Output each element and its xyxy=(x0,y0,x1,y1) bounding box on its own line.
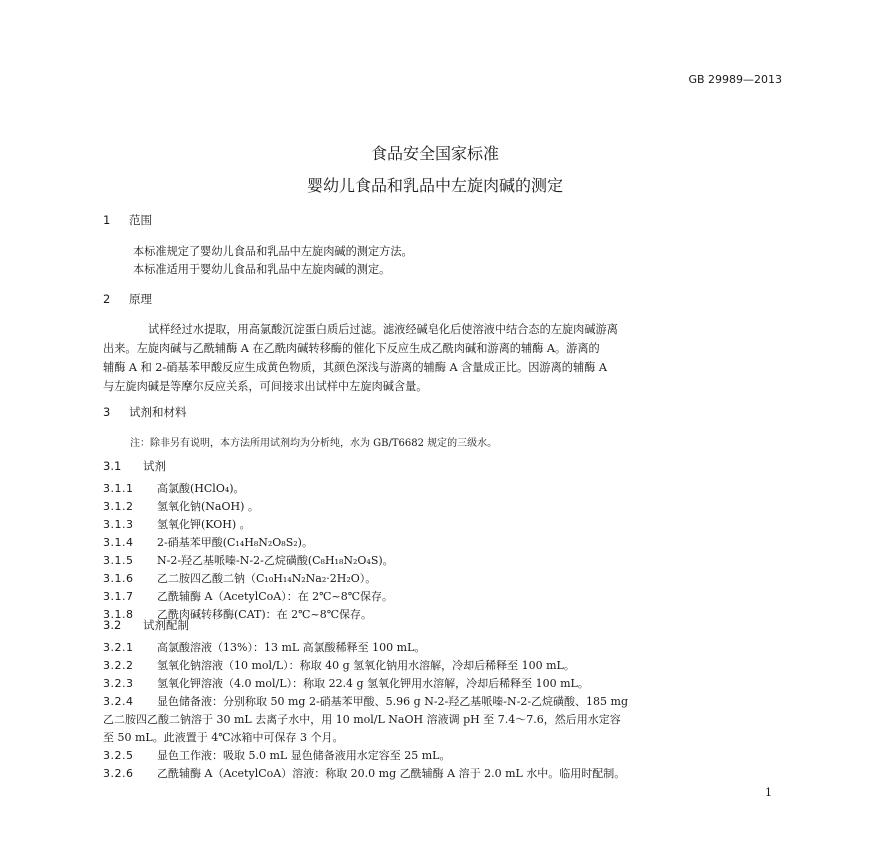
document-title-line1: 食品安全国家标准 xyxy=(370,144,499,163)
item-number: 3.1.3 xyxy=(103,518,134,531)
subsection-number: 3.1 xyxy=(103,459,122,473)
document-title-line2: 婴幼儿食品和乳品中左旋肉碱的测定 xyxy=(306,176,563,195)
item-number: 3.1.8 xyxy=(103,608,134,621)
reagent-item xyxy=(103,480,245,496)
item-text: 乙二胺四乙酸二钠（C₁₀H₁₄N₂Na₂·2H₂O）。 xyxy=(157,572,377,585)
section-number: 1 xyxy=(103,213,111,227)
preparation-item xyxy=(103,747,450,763)
principle-line-4: 与左旋肉碱是等摩尔反应关系，可间接求出试样中左旋肉碱含量。 xyxy=(103,380,428,393)
item-number: 3.2.6 xyxy=(103,767,134,780)
reagent-item xyxy=(103,516,251,532)
item-text: N-2-羟乙基哌嗪-N-2-乙烷磺酸(C₈H₁₈N₂O₄S)。 xyxy=(157,554,394,567)
item-text: 2-硝基苯甲酸(C₁₄H₈N₂O₈S₂)。 xyxy=(157,536,313,549)
item-number: 3.2.5 xyxy=(103,749,134,762)
section-heading-scope xyxy=(103,212,152,228)
item-text: 氢氧化钾溶液（4.0 mol/L）：称取 22.4 g 氢氧化钾用水溶解，冷却后稀释至 100 mL。 xyxy=(157,677,589,690)
reagent-item xyxy=(103,552,394,568)
section-number: 2 xyxy=(103,292,111,306)
reagent-item xyxy=(103,498,259,514)
section-title: 试剂和材料 xyxy=(129,405,187,419)
item-text: 氢氧化钠(NaOH) 。 xyxy=(157,500,259,513)
preparation-item xyxy=(103,675,589,691)
item-text: 氢氧化钾(KOH) 。 xyxy=(157,518,251,531)
item-number: 3.1.4 xyxy=(103,536,134,549)
item-number: 3.2.1 xyxy=(103,641,134,654)
section-title: 范围 xyxy=(129,213,152,227)
principle-line-3: 辅酶 A 和 2-硝基苯甲酸反应生成黄色物质，其颜色深浅与游离的辅酶 A 含量成正比。因游离的辅酶 A xyxy=(103,361,607,374)
preparation-item xyxy=(103,693,628,709)
scope-paragraph-1: 本标准规定了婴幼儿食品和乳品中左旋肉碱的测定方法。 xyxy=(133,245,413,258)
item-text: 高氯酸(HClO₄)。 xyxy=(157,482,245,495)
item-number: 3.1.1 xyxy=(103,482,134,495)
note: 注：除非另有说明，本方法所用试剂均为分析纯，水为 GB/T6682 规定的三级水。 xyxy=(130,438,498,449)
item-number: 3.2.4 xyxy=(103,695,134,708)
item-text: 乙酰辅酶 A（AcetylCoA）溶液：称取 20.0 mg 乙酰辅酶 A 溶于 2.0 mL 水中。临用时配制。 xyxy=(157,767,626,780)
item-text: 氢氧化钠溶液（10 mol/L）：称取 40 g 氢氧化钠用水溶解，冷却后稀释至 100 mL。 xyxy=(157,659,575,672)
item-number: 3.1.6 xyxy=(103,572,134,585)
item-number: 3.2.3 xyxy=(103,677,134,690)
subsection-number: 3.2 xyxy=(103,618,122,632)
section-number: 3 xyxy=(103,405,111,419)
subsection-title: 试剂配制 xyxy=(143,618,189,632)
reagent-item xyxy=(103,570,376,586)
item-text: 乙酰辅酶 A（AcetylCoA）：在 2℃~8℃保存。 xyxy=(157,590,394,603)
item-number: 3.2.2 xyxy=(103,659,134,672)
standard-code: GB 29989—2013 xyxy=(688,73,782,86)
subsection-heading-preparation xyxy=(103,617,189,633)
preparation-item xyxy=(103,657,575,673)
item-text: 乙酰肉碱转移酶(CAT)：在 2℃~8℃保存。 xyxy=(157,608,372,621)
page-number: 1 xyxy=(765,786,772,799)
preparation-item xyxy=(103,765,625,781)
reagent-item xyxy=(103,588,393,604)
reagent-item xyxy=(103,534,313,550)
item-number: 3.1.7 xyxy=(103,590,134,603)
principle-line-2: 出来。左旋肉碱与乙酰辅酶 A 在乙酰肉碱转移酶的催化下反应生成乙酰肉碱和游离的辅酶 A。游离的 xyxy=(103,342,600,355)
section-heading-reagents-materials xyxy=(103,404,187,420)
section-heading-principle xyxy=(103,291,152,307)
item-text: 显色工作液：吸取 5.0 mL 显色储备液用水定容至 25 mL。 xyxy=(157,749,451,762)
item-number: 3.1.2 xyxy=(103,500,134,513)
preparation-item xyxy=(103,639,425,655)
subsection-title: 试剂 xyxy=(143,459,166,473)
principle-line-1: 试样经过水提取，用高氯酸沉淀蛋白质后过滤。滤液经碱皂化后使溶液中结合态的左旋肉碱游离 xyxy=(148,323,618,336)
section-title: 原理 xyxy=(129,292,152,306)
item-text: 高氯酸溶液（13%）：13 mL 高氯酸稀释至 100 mL。 xyxy=(157,641,426,654)
scope-paragraph-2: 本标准适用于婴幼儿食品和乳品中左旋肉碱的测定。 xyxy=(133,263,391,276)
item-number: 3.1.5 xyxy=(103,554,134,567)
subsection-heading-reagents xyxy=(103,458,166,474)
preparation-item-continuation: 乙二胺四乙酸二钠溶于 30 mL 去离子水中，用 10 mol/L NaOH 溶液调 pH 至 7.4～7.6，然后用水定容 xyxy=(103,713,621,726)
preparation-item-continuation: 至 50 mL。此液置于 4℃冰箱中可保存 3 个月。 xyxy=(103,731,344,744)
item-text: 显色储备液：分别称取 50 mg 2-硝基苯甲酸、5.96 g N-2-羟乙基哌嗪-N-2-乙烷磺酸、185 mg xyxy=(157,695,628,708)
